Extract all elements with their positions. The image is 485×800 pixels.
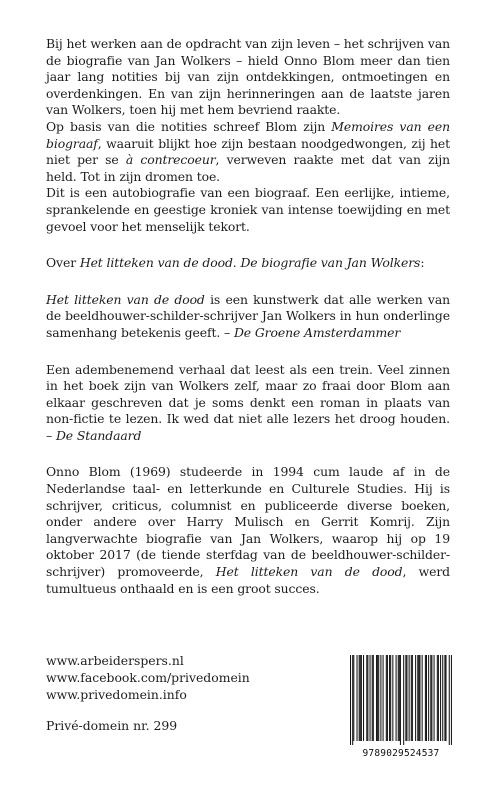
barcode-bar <box>403 655 404 745</box>
barcode-graphic <box>350 655 452 745</box>
text-segment: Over <box>46 255 80 271</box>
review-quote-groene <box>46 292 450 342</box>
intro-paragraph-3: Dit is een autobiografie van een biograaf. Een eerlijke, intieme, sprankelende en geestige kroniek van intense toewijding en met gevoel voor het menselijk tekort. <box>46 185 450 234</box>
bio-text: Onno Blom (1969) studeerde in 1994 cum laude af in de Nederlandse taal- en letterkunde en Culturele Studies. Hij is schrijver, criticus, columnist en publiceerde diverse boeken, onder andere over Harry Mulisch en Gerrit Komrij. Zijn langverwachte biografie van Jan Wolkers, waarop hij op 19 oktober 2017 (de tiende sterfdag van de beeldhouwer-schilder-schrijver) promoveerde, <box>46 464 450 580</box>
barcode-bar <box>363 655 364 741</box>
barcode-bar <box>444 655 445 741</box>
book-title: Het litteken van de dood <box>215 564 403 580</box>
barcode-bar <box>352 655 353 745</box>
barcode <box>350 655 452 745</box>
text-segment: , verweven raakte met dat van zijn held. Tot in zijn dromen toe. <box>46 152 450 184</box>
barcode-bar <box>367 655 368 741</box>
barcode-bar <box>442 655 443 741</box>
barcode-bar <box>411 655 412 741</box>
barcode-bar <box>360 655 361 741</box>
barcode-bar <box>426 655 427 741</box>
barcode-bar <box>431 655 432 741</box>
italic-phrase: à contrecoeur <box>125 152 216 168</box>
barcode-bar <box>390 655 391 741</box>
barcode-bar <box>449 655 450 745</box>
text-segment: Op basis van die notities schreef Blom zijn <box>46 118 332 134</box>
barcode-bar <box>389 655 390 741</box>
book-title: Memoires van een biograaf <box>46 118 450 151</box>
barcode-bar <box>440 655 441 741</box>
text-segment: , waaruit blijkt hoe zijn bestaan noodgedwongen, zij het niet per se <box>46 135 450 168</box>
isbn-number: 9789029524537 <box>362 748 440 759</box>
quote-text: is een kunstwerk dat alle werken van de beeldhouwer-schilder-schrijver Jan Wolkers in hun onderlinge samenhang betekenis geeft. – <box>46 291 450 340</box>
barcode-bar <box>350 655 351 745</box>
barcode-bar <box>387 655 388 741</box>
barcode-bar <box>422 655 423 741</box>
barcode-bar <box>386 655 387 741</box>
barcode-bar <box>359 655 360 741</box>
book-title: Het litteken van de dood <box>46 291 205 307</box>
barcode-bar <box>400 655 401 745</box>
barcode-bar <box>412 655 413 741</box>
review-quote-standaard <box>46 362 450 445</box>
author-bio <box>46 464 450 597</box>
barcode-bar <box>428 655 429 741</box>
barcode-bar <box>373 655 374 741</box>
barcode-bar <box>380 655 381 741</box>
link-facebook[interactable]: www.facebook.com/privedomein <box>46 670 250 685</box>
barcode-bar <box>392 655 393 741</box>
blurb-text <box>46 36 450 597</box>
barcode-bar <box>419 655 420 741</box>
text-segment: : <box>420 255 425 271</box>
barcode-bar <box>417 655 418 741</box>
quote-source: De Standaard <box>55 427 142 443</box>
barcode-bar <box>361 655 362 741</box>
over-heading <box>46 255 450 272</box>
barcode-bar <box>425 655 426 741</box>
link-privedomein[interactable]: www.privedomein.info <box>46 687 187 702</box>
barcode-bar <box>406 655 407 741</box>
barcode-bar <box>438 655 439 741</box>
barcode-bar <box>409 655 410 741</box>
barcode-bar <box>370 655 371 741</box>
barcode-bar <box>366 655 367 741</box>
barcode-bar <box>383 655 384 741</box>
barcode-bar <box>415 655 416 741</box>
barcode-bar <box>396 655 397 741</box>
quote-source: De Groene Amsterdammer <box>233 324 401 340</box>
barcode-bar <box>353 655 354 741</box>
barcode-bar <box>437 655 438 741</box>
barcode-bar <box>372 655 373 741</box>
barcode-bar <box>376 655 377 741</box>
barcode-bar <box>430 655 431 741</box>
barcode-bar <box>398 655 399 741</box>
barcode-bar <box>378 655 379 741</box>
barcode-bar <box>377 655 378 741</box>
link-arbeiderspers[interactable]: www.arbeiderspers.nl <box>46 653 184 668</box>
series-number: Privé-domein nr. 299 <box>46 718 178 733</box>
barcode-bar <box>399 655 400 741</box>
barcode-bar <box>418 655 419 741</box>
barcode-bar <box>357 655 358 741</box>
bio-text: , werd tumultueus onthaald en is een groot succes. <box>46 564 450 596</box>
book-title: Het litteken van de dood. De biografie van Jan Wolkers <box>79 255 421 271</box>
intro-paragraph-1: Bij het werken aan de opdracht van zijn leven – het schrijven van de biografie van Jan Wolkers – hield Onno Blom meer dan tien jaar lang notities bij van zijn ontdekkingen, ontmoetingen en overdenkingen. En van zijn herinneringen aan de laatste jaren van Wolkers, toen hij met hem bevriend raakte. <box>46 36 450 118</box>
intro-paragraph-2 <box>46 119 450 185</box>
barcode-bar <box>451 655 452 745</box>
barcode-bar <box>445 655 446 741</box>
quote-text: Een adembenemend verhaal dat leest als een trein. Veel zinnen in het boek zijn van Wolkers zelf, maar zo fraai door Blom aan elkaar geschreven dat je soms denkt een roman in plaats van non-fictie te lezen. Ik wed dat niet alle lezers het droog houden. – <box>46 361 450 443</box>
barcode-bar <box>405 655 406 741</box>
website-links <box>46 652 306 703</box>
barcode-bar <box>434 655 435 741</box>
